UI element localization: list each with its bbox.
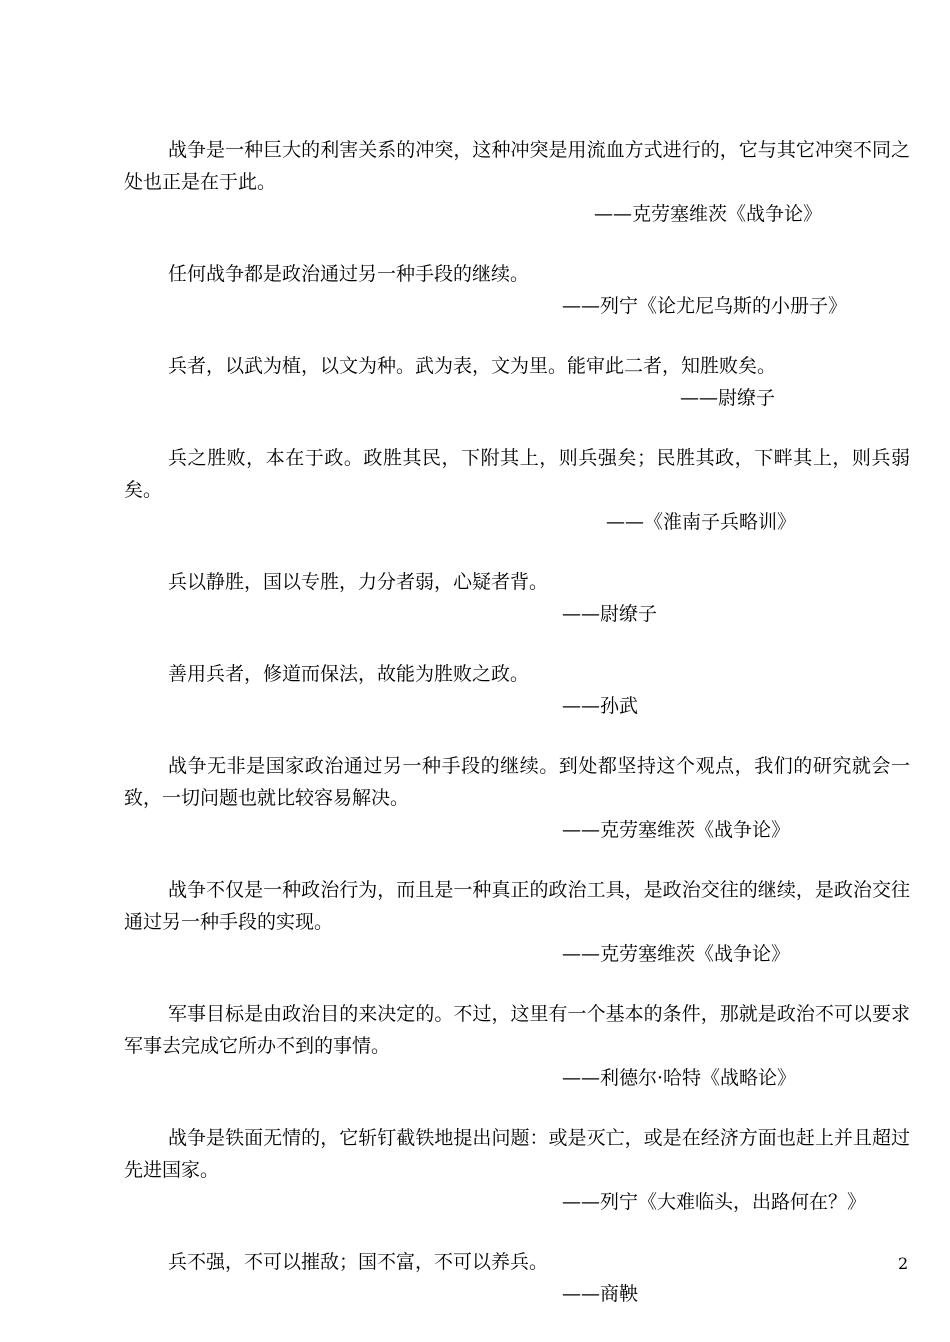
quote-block	[124, 1246, 910, 1310]
quote-block	[124, 658, 910, 722]
quote-text: 兵之胜败，本在于政。政胜其民，下附其上，则兵强矣；民胜其政，下畔其上，则兵弱矣。	[124, 447, 910, 501]
quote-source: ——克劳塞维茨《战争论》	[562, 943, 791, 965]
quote-source: ——列宁《论尤尼乌斯的小册子》	[562, 295, 848, 317]
quote-source: ——克劳塞维茨《战争论》	[594, 203, 823, 225]
quote-block	[124, 750, 910, 846]
quote-text: 战争不仅是一种政治行为，而且是一种真正的政治工具，是政治交往的继续，是政治交往通过另一种手段的实现。	[124, 879, 910, 933]
quote-source: ——尉缭子	[562, 603, 658, 625]
quote-block	[124, 134, 910, 230]
quote-text: 军事目标是由政治目的来决定的。不过，这里有一个基本的条件，那就是政治不可以要求军事去完成它所办不到的事情。	[124, 1003, 910, 1057]
quote-block	[124, 1122, 910, 1218]
quote-source: ——克劳塞维茨《战争论》	[562, 819, 791, 841]
quote-block	[124, 350, 910, 414]
document-body	[124, 134, 910, 1338]
quote-source: ——尉缭子	[680, 387, 776, 409]
quote-text: 兵者，以武为植，以文为种。武为表，文为里。能审此二者，知胜败矣。	[168, 355, 777, 377]
quote-text: 战争是铁面无情的，它斩钉截铁地提出问题：或是灭亡，或是在经济方面也赶上并且超过先进国家。	[124, 1127, 910, 1181]
quote-block	[124, 258, 910, 322]
quote-text: 战争是一种巨大的利害关系的冲突，这种冲突是用流血方式进行的，它与其它冲突不同之处也正是在于此。	[124, 139, 910, 193]
quote-text: 任何战争都是政治通过另一种手段的继续。	[168, 263, 530, 285]
quote-block	[124, 566, 910, 630]
quote-source: ——利德尔·哈特《战略论》	[562, 1067, 797, 1089]
quote-block	[124, 998, 910, 1094]
quote-source: ——《淮南子兵略训》	[606, 511, 797, 533]
quote-text: 战争无非是国家政治通过另一种手段的继续。到处都坚持这个观点，我们的研究就会一致，一切问题也就比较容易解决。	[124, 755, 910, 809]
quote-text: 善用兵者，修道而保法，故能为胜败之政。	[168, 663, 530, 685]
quote-source: ——孙武	[562, 695, 639, 717]
quote-text: 兵以静胜，国以专胜，力分者弱，心疑者背。	[168, 571, 549, 593]
page-number: 2	[898, 1254, 909, 1273]
quote-text: 兵不强，不可以摧敌；国不富，不可以养兵。	[168, 1251, 549, 1273]
quote-block	[124, 874, 910, 970]
quote-source: ——商鞅	[562, 1283, 639, 1305]
quote-source: ——列宁《大难临头，出路何在？》	[562, 1191, 867, 1213]
quote-block	[124, 442, 910, 538]
